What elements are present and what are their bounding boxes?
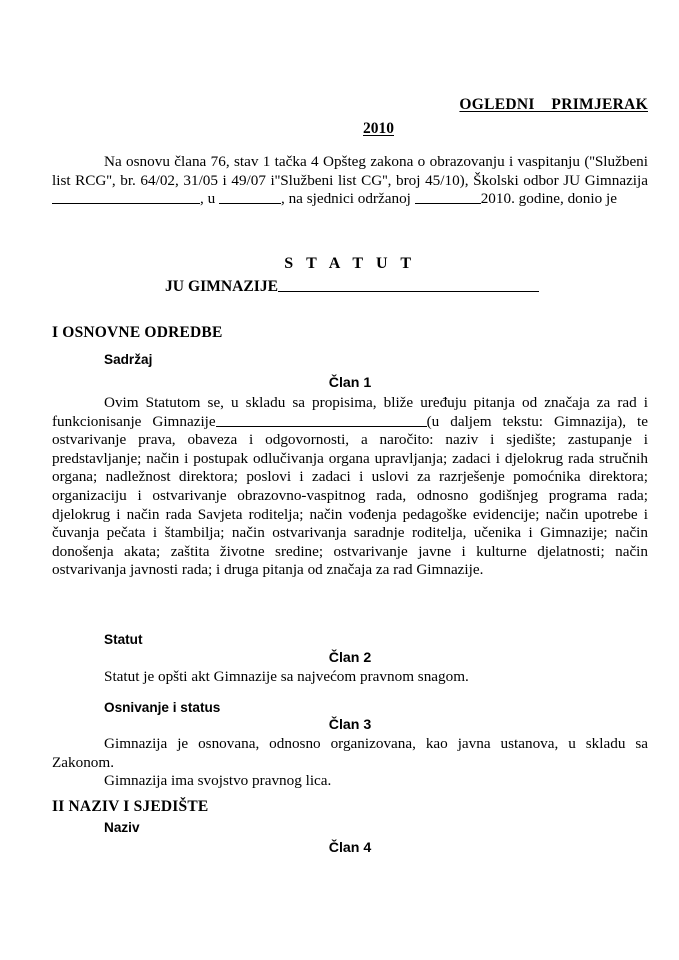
blank-gimnazija-name[interactable] — [52, 191, 200, 204]
stamp-ogledni-primjerak: OGLEDNI PRIMJERAK — [459, 96, 648, 113]
heading-clan-3: Član 3 — [328, 717, 372, 733]
section-osnovne-odredbe — [52, 324, 648, 342]
preamble-text-1: Na osnovu člana 76, stav 1 tačka 4 Opšteg zakona o obrazovanju i vaspitanju (''Službeni list RCG'', br. 64/02, 31/05 i 49/07 i''Službeni list CG'', broj 45/10), Školski odbor JU Gimnazija — [52, 153, 648, 189]
document-subtitle-row — [52, 277, 648, 296]
document-title-block — [52, 255, 648, 296]
heading-clan-4: Član 4 — [328, 840, 372, 856]
subheading-sadrzaj: Sadržaj — [104, 352, 153, 367]
heading-clan-2: Član 2 — [328, 650, 372, 666]
blank-gimnazija-full-name[interactable] — [216, 414, 427, 427]
blank-institution-name[interactable] — [278, 277, 539, 292]
subheading-statut-row — [52, 632, 648, 647]
clan-1-paragraph — [52, 394, 648, 580]
heading-ii-naziv-i-sjediste: II NAZIV I SJEDIŠTE — [52, 798, 209, 815]
document-title: S T A T U T — [284, 255, 416, 272]
clan-2-block — [52, 650, 648, 687]
preamble-text-3: , na sjednici održanoj — [280, 190, 415, 208]
clan-2-paragraph: Statut je opšti akt Gimnazije sa najvećom pravnom snagom. — [104, 668, 469, 685]
subheading-osnivanje-row — [52, 700, 648, 715]
preamble-text-2: , u — [200, 190, 219, 208]
document-header-stamp — [52, 96, 648, 146]
clan-1-text-1: Ovim Statutom se, u skladu sa propisima, bliže uređuju pitanja od značaja za rad i funkcionisanje Gimnazije — [52, 394, 648, 430]
blank-session-date[interactable] — [415, 191, 481, 204]
preamble-paragraph — [52, 153, 648, 209]
heading-clan-1: Član 1 — [328, 375, 372, 391]
subheading-osnivanje-i-status: Osnivanje i status — [104, 700, 221, 715]
clan-3-paragraph-2: Gimnazija ima svojstvo pravnog lica. — [104, 772, 332, 790]
preamble-block — [52, 153, 648, 209]
clan-1-body-block — [52, 394, 648, 580]
section-naziv-i-sjediste — [52, 798, 648, 816]
subheading-sadrzaj-row — [52, 352, 648, 367]
clan-1-block — [52, 375, 648, 391]
clan-3-paragraph-1: Gimnazija je osnovana, odnosno organizovana, kao javna ustanova, u skladu sa Zakonom. — [52, 735, 648, 771]
subheading-statut: Statut — [104, 632, 143, 647]
clan-1-text-2: (u daljem tekstu: Gimnazija), te ostvarivanje prava, obaveza i odgovornosti, a naročito: naziv i sjedište; zastupanje i predstavljanje; način i postupak odlučivanja organa upravljanja; zadaci i djelokrug rada stručnih organa; nadležnost direktora; poslovi i zadaci i uslovi za razrješenje pomoćnika direktora; organizaciju i ostvarivanje obrazovno-vaspitnog rada, odnosno godišnjeg programa rada; djelokrug i način rada Savjeta roditelja; način vođenja pedagoške evidencije; način upotrebe i čuvanja pečata i štambilja; način ostvarivanja saradnje roditelja, učenika i Gimnazije; način donošenja akata; zaštita životne sredine; ostvarivanje javne i kulturne djelatnosti; način ostvarivanja javnosti rada; i druga pitanja od značaja za rad Gimnazije. — [52, 412, 648, 579]
subheading-naziv-row — [52, 820, 648, 835]
subheading-naziv: Naziv — [104, 820, 140, 835]
preamble-text-4: 2010. godine, donio je — [480, 190, 617, 208]
clan-3-block — [52, 717, 648, 791]
document-institution-label: JU GIMNAZIJE — [165, 278, 279, 295]
stamp-year: 2010 — [363, 120, 394, 137]
clan-4-block — [52, 840, 648, 856]
blank-city[interactable] — [219, 191, 281, 204]
heading-i-osnovne-odredbe: I OSNOVNE ODREDBE — [52, 324, 223, 341]
